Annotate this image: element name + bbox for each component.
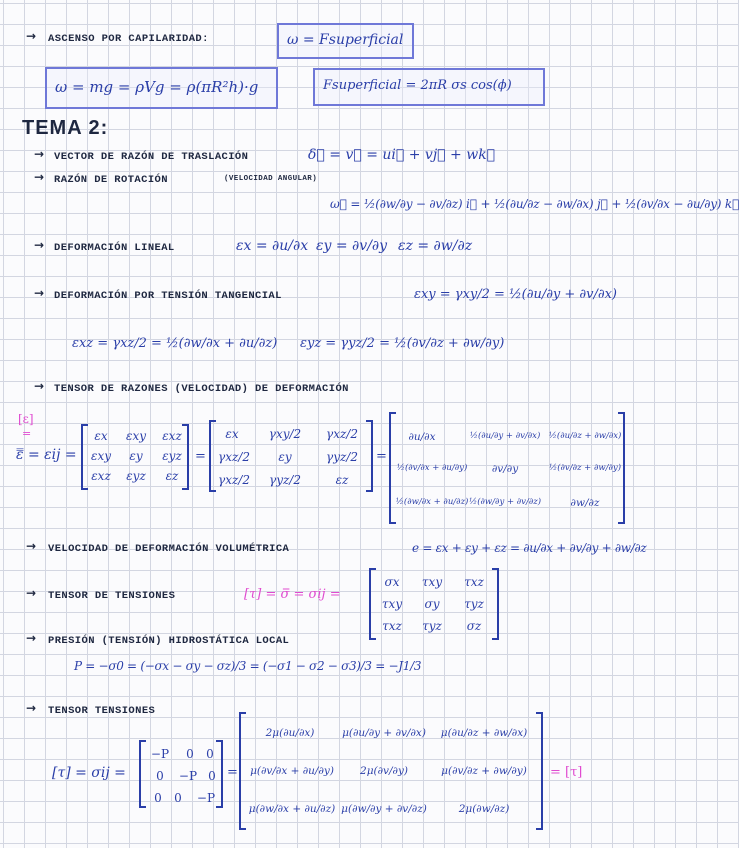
strain-m3-cell: ∂w/∂z: [570, 497, 600, 509]
capillarity-formula-1: ω = Fsuperficial: [287, 32, 404, 48]
pressure-cell: 0: [206, 747, 214, 761]
capillarity-label: ASCENSO POR CAPILARIDAD:: [48, 33, 209, 45]
strain-m1-cell: εxz: [162, 429, 182, 443]
hydrostatic-label: PRESIÓN (TENSIÓN) HIDROSTÁTICA LOCAL: [48, 635, 290, 647]
strain-m3-cell: ½(∂u/∂z + ∂w/∂x): [548, 431, 622, 441]
arrow-icon: →: [26, 539, 37, 553]
strain-tensor-label: TENSOR DE RAZONES (VELOCIDAD) DE DEFORMACIÓN: [54, 383, 349, 395]
stress-cell: τxz: [464, 575, 484, 589]
strain-m2-cell: γyz/2: [269, 473, 301, 487]
strain-m3-cell: ½(∂u/∂y + ∂v/∂x): [469, 431, 541, 441]
capillarity-box-3: [313, 68, 545, 106]
equals-sign: =: [227, 765, 238, 780]
arrow-icon: →: [34, 286, 45, 300]
stress-tensor-label: TENSOR DE TENSIONES: [48, 590, 176, 602]
viscous-cell: 2μ(∂v/∂y): [360, 765, 408, 777]
strain-m1-cell: εxz: [91, 469, 111, 483]
viscous-cell: μ(∂u/∂y + ∂v/∂x): [342, 727, 426, 739]
rotation-sublabel: (VELOCIDAD ANGULAR): [224, 175, 318, 183]
stress-cell: τxy: [381, 597, 403, 611]
strain-side-eq: =: [22, 427, 32, 440]
strain-m2-cell: εy: [278, 450, 292, 464]
pressure-cell: 0: [156, 769, 164, 783]
arrow-icon: →: [34, 379, 45, 393]
rotation-label: RAZÓN DE ROTACIÓN: [54, 174, 168, 186]
arrow-icon: →: [26, 631, 37, 645]
viscous-cell: 2μ(∂w/∂z): [458, 803, 510, 815]
pressure-cell: −P: [150, 747, 170, 761]
pressure-cell: −P: [196, 791, 216, 805]
stress-cell: σx: [384, 575, 400, 589]
strain-m2-cell: γyz/2: [326, 450, 358, 464]
section-title: TEMA 2:: [22, 117, 109, 139]
viscous-cell: μ(∂v/∂z + ∂w/∂y): [441, 765, 527, 777]
strain-m3-cell: ½(∂w/∂x + ∂u/∂z): [395, 497, 469, 507]
pressure-cell: −P: [178, 769, 198, 783]
strain-m3-cell: ∂v/∂y: [491, 463, 519, 475]
strain-m2-cell: εx: [225, 427, 239, 441]
translation-formula: δ⃗ = v⃗ = ui⃗ + vj⃗ + wk⃗: [308, 147, 496, 163]
strain-lhs: ε̿ = εij =: [16, 447, 77, 463]
stress-cell: σy: [424, 597, 440, 611]
strain-m3-cell: ½(∂w/∂y + ∂v/∂z): [468, 497, 542, 507]
equals-sign: =: [195, 449, 206, 464]
strain-side-mark: [ε]: [18, 412, 34, 426]
shear-exz: εxz = γxz/2 = ½(∂w/∂x + ∂u/∂z): [72, 336, 278, 351]
volumetric-label: VELOCIDAD DE DEFORMACIÓN VOLUMÉTRICA: [48, 543, 290, 555]
translation-label: VECTOR DE RAZÓN DE TRASLACIÓN: [54, 151, 249, 163]
shear-label: DEFORMACIÓN POR TENSIÓN TANGENCIAL: [54, 290, 282, 302]
strain-m2-cell: εz: [335, 473, 349, 487]
pressure-cell: 0: [208, 769, 216, 783]
strain-m1-cell: εxy: [126, 429, 146, 443]
arrow-icon: →: [34, 170, 45, 184]
viscous-cell: 2μ(∂u/∂x): [265, 727, 315, 739]
viscous-cell: μ(∂v/∂x + ∂u/∂y): [250, 765, 334, 777]
linear-ez: εz = ∂w/∂z: [398, 238, 473, 254]
strain-m3-cell: ½(∂v/∂z + ∂w/∂y): [548, 463, 622, 473]
strain-m2-cell: γxz/2: [218, 450, 250, 464]
equals-sign: =: [376, 449, 387, 464]
capillarity-formula-3: Fsuperficial = 2πR σs cos(ϕ): [323, 78, 512, 93]
strain-m3-cell: ∂u/∂x: [408, 431, 436, 443]
arrow-icon: →: [34, 238, 45, 252]
linear-ey: εy = ∂v/∂y: [316, 238, 388, 254]
pressure-cell: 0: [154, 791, 162, 805]
stresses-label: TENSOR TENSIONES: [48, 705, 156, 717]
volumetric-formula: e = εx + εy + εz = ∂u/∂x + ∂v/∂y + ∂w/∂z: [412, 541, 647, 555]
arrow-icon: →: [26, 701, 37, 715]
stress-cell: τxz: [382, 619, 402, 633]
strain-m1-cell: εyz: [126, 469, 146, 483]
arrow-icon: →: [26, 29, 37, 43]
capillarity-box-2: [45, 67, 278, 109]
linear-label: DEFORMACIÓN LINEAL: [54, 242, 175, 254]
capillarity-formula-2: ω = mg = ρVg = ρ(πR²h)·g: [55, 78, 259, 96]
strain-m2-cell: γxy/2: [268, 427, 302, 441]
strain-m1-cell: εxy: [91, 449, 111, 463]
shear-exy: εxy = γxy/2 = ½(∂u/∂y + ∂v/∂x): [414, 287, 618, 302]
strain-m1-cell: εyz: [162, 449, 182, 463]
strain-m3-cell: ½(∂v/∂x + ∂u/∂y): [396, 463, 468, 473]
viscous-cell: μ(∂u/∂z + ∂w/∂x): [440, 727, 528, 739]
stresses-lhs: [τ] = σij =: [52, 765, 126, 781]
shear-eyz: εyz = γyz/2 = ½(∂v/∂z + ∂w/∂y): [300, 336, 505, 351]
stress-cell: σz: [466, 619, 482, 633]
strain-m2-cell: γxz/2: [326, 427, 358, 441]
pressure-cell: 0: [174, 791, 182, 805]
stress-cell: τxy: [421, 575, 443, 589]
strain-m2-cell: γxz/2: [218, 473, 250, 487]
rotation-formula: ω⃗ = ½(∂w/∂y − ∂v/∂z) i⃗ + ½(∂u/∂z − ∂w/∂x) j⃗ + ½(∂v/∂x − ∂u/∂y) k⃗: [330, 197, 739, 211]
hydrostatic-formula: P = −σ0 = (−σx − σy − σz)/3 = (−σ1 − σ2 − σ3)/3 = −J1/3: [74, 659, 422, 673]
capillarity-box-1: [277, 23, 414, 59]
viscous-cell: μ(∂w/∂x + ∂u/∂z): [248, 803, 336, 815]
stress-cell: τyz: [422, 619, 442, 633]
stresses-rhs: = [τ]: [550, 765, 583, 780]
arrow-icon: →: [34, 147, 45, 161]
linear-ex: εx = ∂u/∂x: [236, 238, 309, 254]
viscous-cell: μ(∂w/∂y + ∂v/∂z): [341, 803, 427, 815]
stress-tensor-lhs: [τ] = σ̿ = σij =: [244, 587, 341, 602]
pressure-cell: 0: [186, 747, 194, 761]
strain-m1-cell: εy: [129, 449, 143, 463]
stress-cell: τyz: [464, 597, 484, 611]
arrow-icon: →: [26, 586, 37, 600]
strain-m1-cell: εx: [94, 429, 108, 443]
strain-m1-cell: εz: [165, 469, 179, 483]
